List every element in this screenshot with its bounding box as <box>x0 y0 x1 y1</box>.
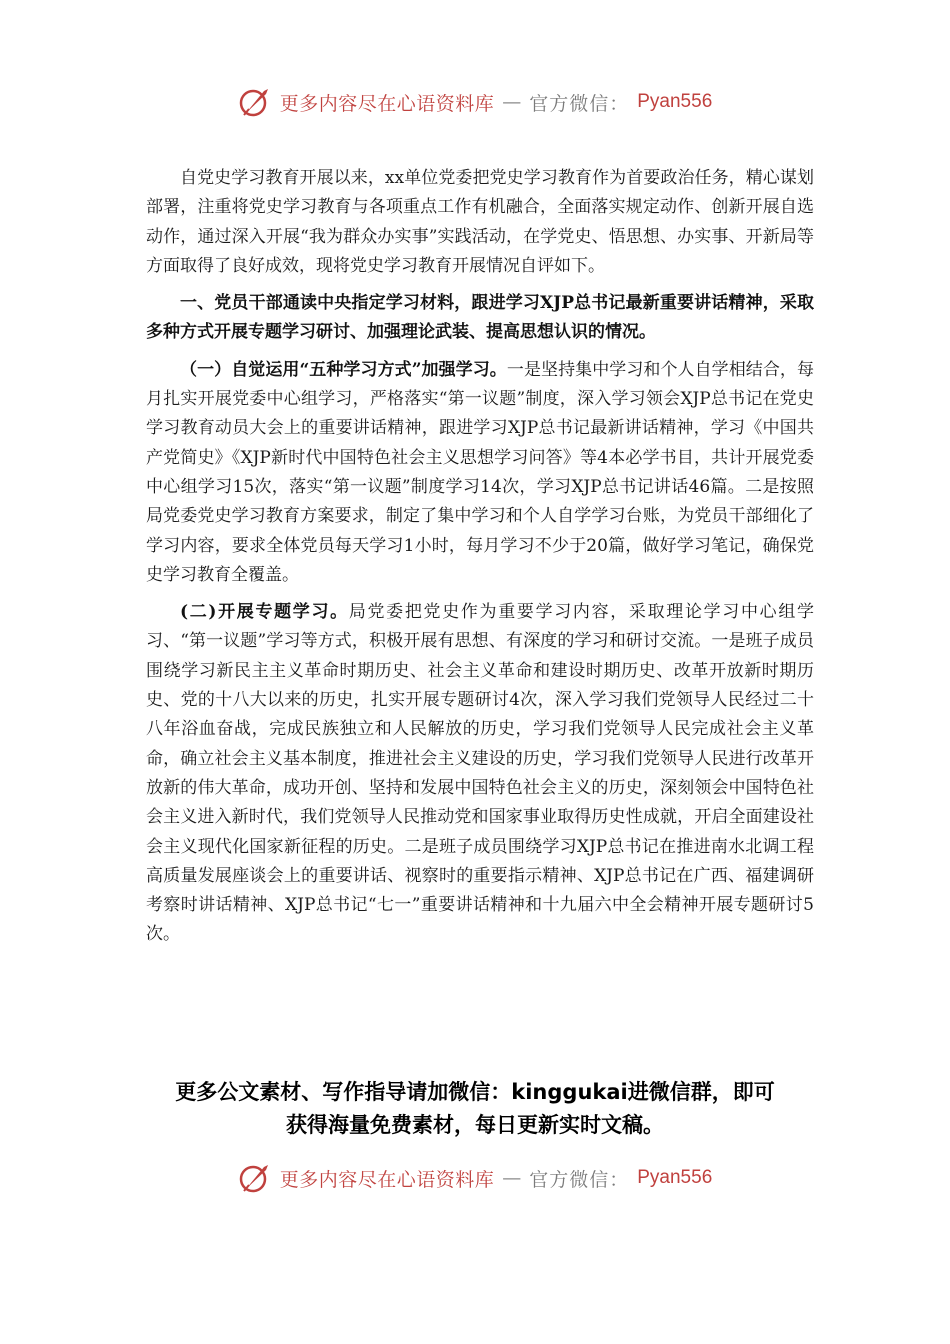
footer-promo-line-2: 获得海量免费素材，每日更新实时文稿。 <box>286 1113 664 1137</box>
section-1-paragraph <box>146 356 814 590</box>
footer-promo-line-1: 更多公文素材、写作指导请加微信：kinggukai进微信群，即可 <box>175 1080 775 1104</box>
banner-separator: — <box>502 91 522 113</box>
intro-paragraph: 自党史学习教育开展以来，xx单位党委把党史学习教育作为首要政治任务，精心谋划部署，注重将党史学习教育与各项重点工作有机融合，全面落实规定动作、创新开展自选动作，通过深入开展“我为群众办实事”实践活动，在学党史、悟思想、办实事、开新局等方面取得了良好成效，现将党史学习教育开展情况自评如下。 <box>146 168 814 276</box>
quill-pen-logo-icon <box>238 85 272 119</box>
footer-banner <box>0 1158 950 1198</box>
banner-text: 更多内容尽在心语资料库 <box>279 92 495 115</box>
section-2-body: 局党委把党史作为重要学习内容，采取理论学习中心组学习、“第一议题”学习等方式，积极开展有思想、有深度的学习和研讨交流。一是班子成员围绕学习新民主主义革命时期历史、社会主义革命和建设时期历史、改革开放新时期历史、党的十八大以来的历史，扎实开展专题研讨4次，深入学习我们党领导人民经过二十八年浴血奋战，完成民族独立和人民解放的历史，学习我们党领导人民完成社会主义革命，确立社会主义基本制度，推进社会主义建设的历史，学习我们党领导人民进行改革开放新的伟大革命，成功开创、坚持和发展中国特色社会主义的历史，深刻领会中国特色社会主义进入新时代，我们党领导人民推动党和国家事业取得历史性成就，开启全面建设社会主义现代化国家新征程的历史。二是班子成员围绕学习XJP总书记在推进南水北调工程高质量发展座谈会上的重要讲话、视察时的重要指示精神、XJP总书记在广西、福建调研考察时讲话精神、XJP总书记“七一”重要讲话精神和十九届六中全会精神开展专题研讨5次。 <box>146 602 814 945</box>
document-body <box>146 164 814 950</box>
banner-separator: — <box>502 1167 522 1189</box>
footer-promo <box>120 1076 830 1142</box>
section-2-title: (二)开展专题学习。 <box>180 602 349 623</box>
banner-wechat-id: Pyan556 <box>637 91 713 112</box>
section-1-title: （一）自觉运用“五种学习方式”加强学习。 <box>180 359 507 380</box>
banner-wechat-label: 官方微信： <box>529 92 630 115</box>
heading-1: 一、党员干部通读中央指定学习材料，跟进学习XJP总书记最新重要讲话精神，采取多种方式开展专题学习研讨、加强理论武装、提高思想认识的情况。 <box>146 293 814 343</box>
banner-wechat-id: Pyan556 <box>637 1167 713 1188</box>
banner-wechat-label: 官方微信： <box>529 1168 630 1191</box>
banner-text: 更多内容尽在心语资料库 <box>279 1168 495 1191</box>
section-2-paragraph <box>146 598 814 950</box>
quill-pen-logo-icon <box>238 1161 272 1195</box>
header-banner <box>0 82 950 122</box>
section-1-body: 一是坚持集中学习和个人自学相结合，每月扎实开展党委中心组学习，严格落实“第一议题”制度，深入学习领会XJP总书记在党史学习教育动员大会上的重要讲话精神，跟进学习XJP总书记最新讲话精神，学习《中国共产党简史》《XJP新时代中国特色社会主义思想学习问答》等4本必学书目，共计开展党委中心组学习15次，落实“第一议题”制度学习14次，学习XJP总书记讲话46篇。二是按照局党委党史学习教育方案要求，制定了集中学习和个人自学学习台账，为党员干部细化了学习内容，要求全体党员每天学习1小时，每月学习不少于20篇，做好学习笔记，确保党史学习教育全覆盖。 <box>146 359 814 585</box>
